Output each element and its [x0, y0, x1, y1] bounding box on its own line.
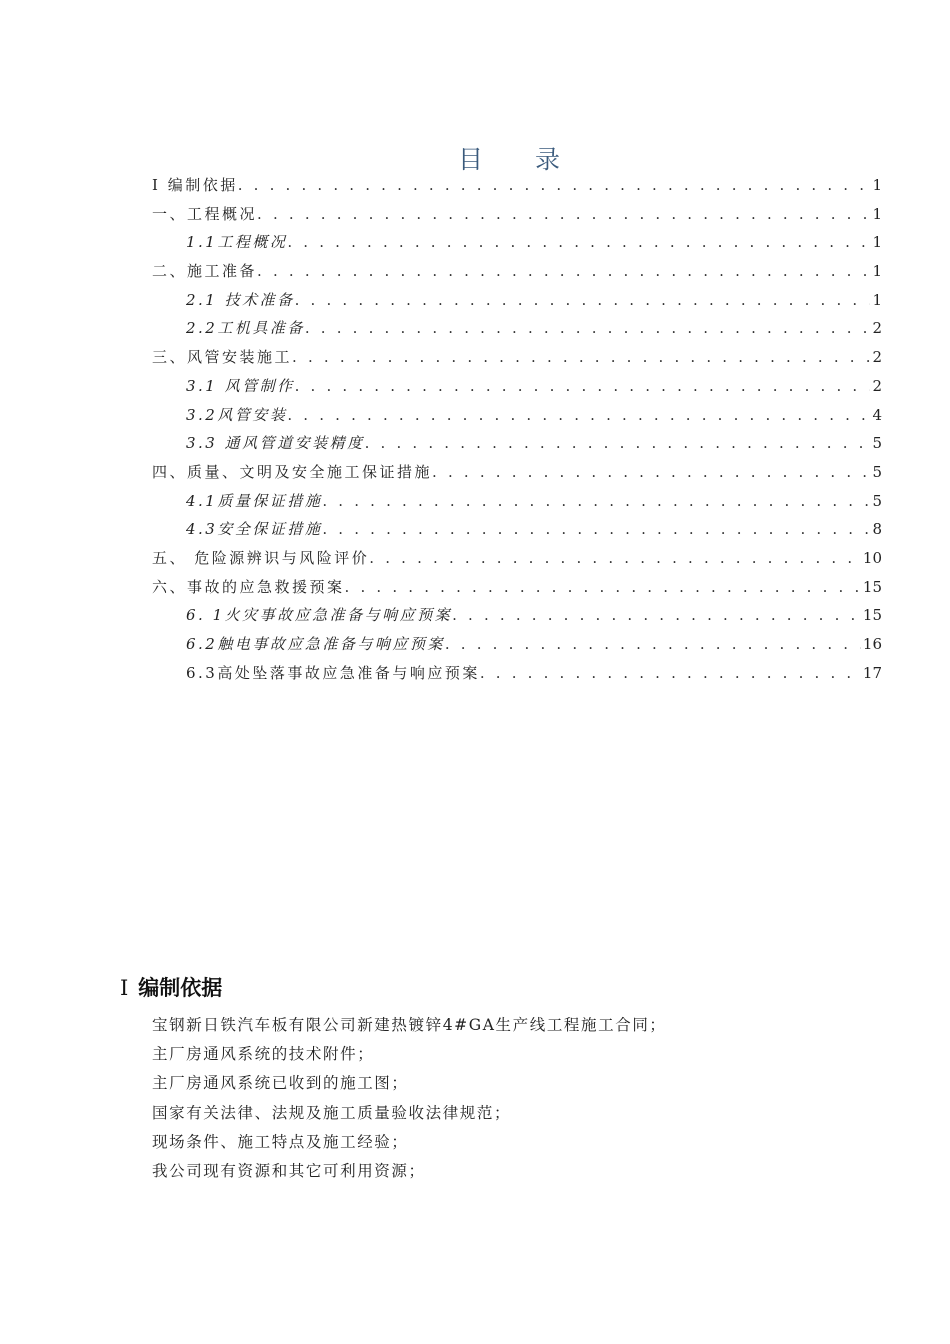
toc-dot-leader — [257, 262, 870, 280]
toc-entry-label: 2.2工机具准备 — [186, 319, 305, 338]
toc-entry-label: 4.1质量保证措施 — [186, 491, 323, 510]
list-item: 国家有关法律、法规及施工质量验收法律规范； — [152, 1103, 512, 1122]
toc-entry-label: 二、施工准备 — [152, 262, 258, 281]
toc-entry-page: 2 — [872, 376, 882, 395]
toc-entry-label: 3.2风管安装 — [186, 405, 288, 424]
toc-entry-page: 1 — [872, 290, 882, 309]
toc-dot-leader — [238, 176, 871, 194]
toc-entry-page: 5 — [872, 462, 882, 481]
toc-entry-page: 1 — [872, 262, 882, 281]
toc-entry[interactable] — [152, 604, 882, 633]
toc-entry[interactable] — [152, 518, 882, 547]
toc-entry-page: 2 — [872, 348, 882, 367]
toc-entry[interactable] — [152, 260, 882, 289]
toc-entry-label: 六、事故的应急救援预案 — [152, 577, 345, 596]
toc-entry-page: 15 — [862, 606, 882, 625]
list-item: 主厂房通风系统已收到的施工图； — [152, 1074, 409, 1093]
toc-dot-leader — [445, 635, 861, 653]
toc-entry-label: 4.3安全保证措施 — [186, 520, 323, 539]
toc-dot-leader — [345, 578, 861, 596]
toc-entry-page: 17 — [862, 663, 882, 682]
toc-entry-page: 5 — [872, 491, 882, 510]
list-item: 宝钢新日铁汽车板有限公司新建热镀锌4#GA生产线工程施工合同； — [152, 1016, 667, 1034]
toc-dot-leader — [295, 377, 871, 395]
toc-entry-label: 3.3 通风管道安装精度 — [186, 434, 365, 453]
toc-entry-page: 15 — [862, 577, 882, 596]
toc-entry-label: Ⅰ 编制依据 — [152, 176, 238, 194]
toc-dot-leader — [369, 549, 861, 567]
toc-entry-page: 4 — [872, 405, 882, 424]
toc-entry[interactable] — [152, 576, 882, 605]
toc-dot-leader — [452, 606, 861, 624]
basis-list — [152, 1011, 852, 1186]
toc-entry-page: 1 — [872, 176, 882, 194]
toc-entry[interactable] — [152, 490, 882, 519]
toc-dot-leader — [287, 233, 870, 251]
toc-entry-page: 1 — [872, 204, 882, 223]
toc-entry-page: 5 — [872, 434, 882, 453]
toc-entry[interactable] — [152, 662, 882, 691]
toc-entry[interactable] — [152, 432, 882, 461]
toc-entry-label: 一、工程概况 — [152, 204, 258, 223]
list-item: 主厂房通风系统的技术附件； — [152, 1045, 375, 1064]
table-of-contents — [152, 174, 882, 690]
toc-entry[interactable] — [152, 346, 882, 375]
section-heading — [120, 972, 222, 1002]
toc-entry[interactable] — [152, 375, 882, 404]
toc-entry-label: 1.1工程概况 — [186, 233, 288, 252]
toc-entry-label: 2.1 技术准备 — [186, 290, 295, 309]
toc-title: 目 录 — [458, 145, 582, 174]
section-number: Ⅰ — [120, 976, 129, 1000]
toc-dot-leader — [432, 463, 870, 481]
toc-dot-leader — [322, 520, 870, 538]
toc-entry-label: 五、 危险源辨识与风险评价 — [152, 548, 370, 567]
toc-entry-page: 10 — [862, 548, 882, 567]
toc-entry-label: 三、风管安装施工 — [152, 348, 293, 367]
toc-entry[interactable] — [152, 461, 882, 490]
toc-entry-label: 6.2触电事故应急准备与响应预案 — [186, 635, 445, 653]
list-item: 现场条件、施工特点及施工经验； — [152, 1132, 409, 1151]
toc-entry[interactable] — [152, 174, 882, 203]
toc-entry[interactable] — [152, 231, 882, 260]
toc-entry[interactable] — [152, 633, 882, 662]
toc-entry-page: 16 — [862, 635, 882, 653]
toc-dot-leader — [292, 348, 870, 366]
toc-entry-label: 四、质量、文明及安全施工保证措施 — [152, 462, 433, 481]
toc-entry[interactable] — [152, 289, 882, 318]
toc-dot-leader — [287, 406, 870, 424]
toc-dot-leader — [295, 291, 871, 309]
toc-entry[interactable] — [152, 317, 882, 346]
toc-entry[interactable] — [152, 203, 882, 232]
toc-dot-leader — [322, 492, 870, 510]
toc-dot-leader — [480, 664, 861, 682]
toc-dot-leader — [305, 319, 871, 337]
toc-entry-page: 8 — [872, 520, 882, 539]
section-title: 编制依据 — [138, 976, 223, 1000]
list-item: 我公司现有资源和其它可利用资源； — [152, 1161, 426, 1180]
toc-entry-label: 3.1 风管制作 — [186, 376, 295, 395]
toc-entry-page: 2 — [872, 319, 882, 338]
toc-entry-page: 1 — [872, 233, 882, 252]
toc-dot-leader — [257, 205, 870, 223]
toc-dot-leader — [365, 434, 871, 452]
toc-entry[interactable] — [152, 547, 882, 576]
toc-entry-label: 6. 1火灾事故应急准备与响应预案 — [186, 606, 453, 625]
toc-entry-label: 6.3高处坠落事故应急准备与响应预案 — [186, 663, 480, 682]
toc-entry[interactable] — [152, 404, 882, 433]
